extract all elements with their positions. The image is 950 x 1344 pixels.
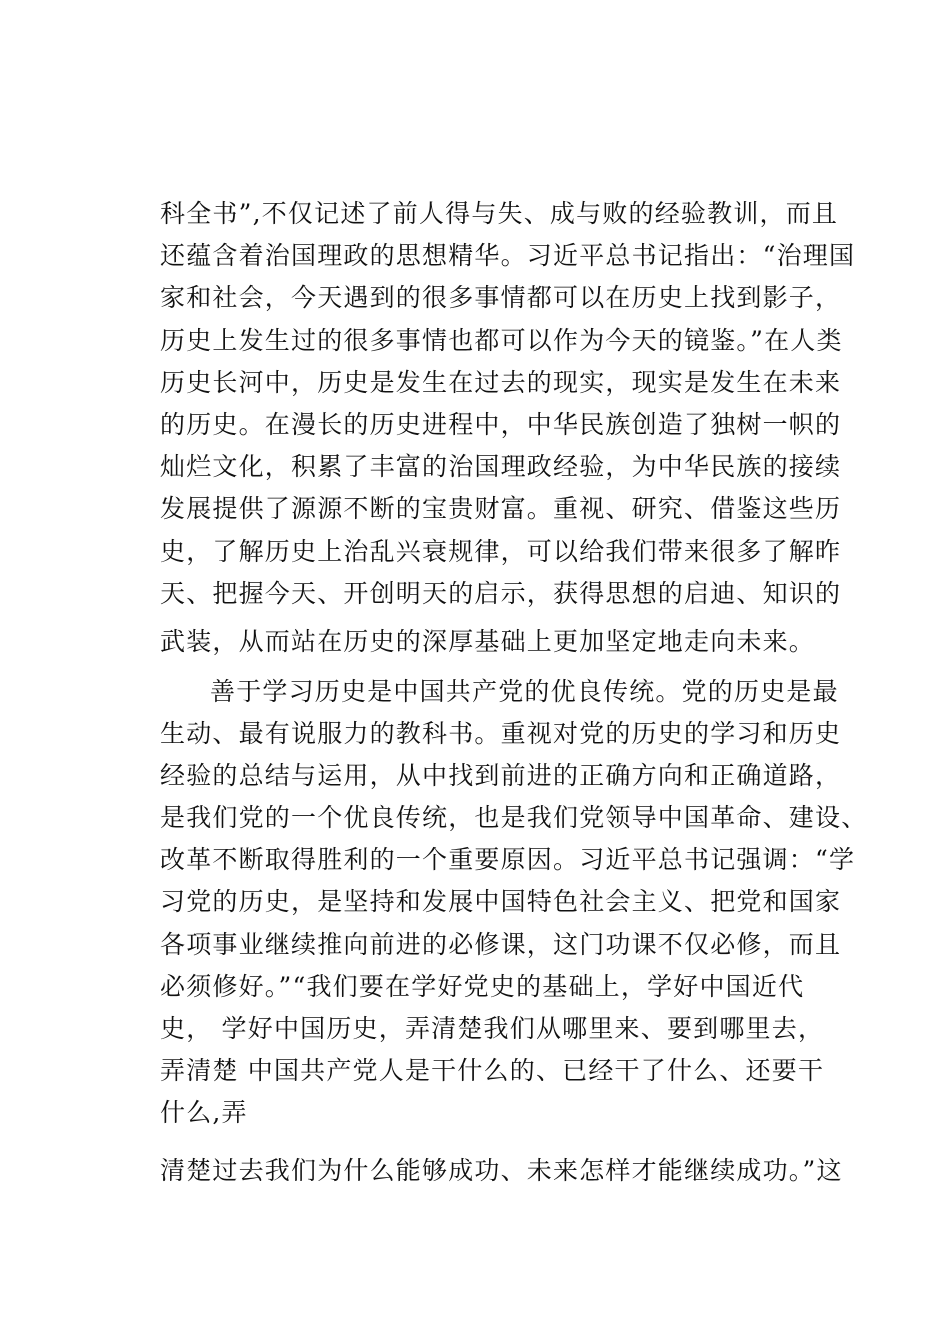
text-line: 家和社会，今天遇到的很多事情都可以在历史上找到影子， <box>160 283 842 312</box>
text-line: 必须修好。”“我们要在学好党史的基础上，学好中国近代 <box>160 972 805 1001</box>
paragraph-first-line: 善于学习历史是中国共产党的优良传统。党的历史是最 <box>210 677 839 706</box>
text-line: 清楚过去我们为什么能够成功、未来怎样才能继续成功。”这 <box>160 1156 843 1185</box>
text-line: 历史长河中，历史是发生在过去的现实，现实是发生在未来 <box>160 368 842 397</box>
text-line: 弄清楚 中国共产党人是干什么的、已经干了什么、还要干 <box>160 1056 825 1085</box>
text-line: 的历史。在漫长的历史进程中，中华民族创造了独树一帜的 <box>160 410 842 439</box>
text-line: 还蕴含着治国理政的思想精华。习近平总书记指出：“治理国 <box>160 241 856 270</box>
text-line: 生动、最有说服力的教科书。重视对党的历史的学习和历史 <box>160 719 842 748</box>
text-line: 经验的总结与运用，从中找到前进的正确方向和正确道路， <box>160 761 842 790</box>
text-line: 是我们党的一个优良传统，也是我们党领导中国革命、建设、 <box>160 803 868 832</box>
text-line: 史，了解历史上治乱兴衰规律，可以给我们带来很多了解昨 <box>160 537 842 566</box>
text-line: 发展提供了源源不断的宝贵财富。重视、研究、借鉴这些历 <box>160 494 842 523</box>
text-line: 改革不断取得胜利的一个重要原因。习近平总书记强调：“学 <box>160 845 856 874</box>
text-line: 习党的历史，是坚持和发展中国特色社会主义、把党和国家 <box>160 887 842 916</box>
text-line: 天、把握今天、开创明天的启示，获得思想的启迪、知识的 <box>160 579 842 608</box>
text-line: 灿烂文化，积累了丰富的治国理政经验，为中华民族的接续 <box>160 452 842 481</box>
text-line: 史， 学好中国历史，弄清楚我们从哪里来、要到哪里去， <box>160 1014 825 1043</box>
text-line: 武装，从而站在历史的深厚基础上更加坚定地走向未来。 <box>160 627 816 656</box>
text-line: 各项事业继续推向前进的必修课，这门功课不仅必修，而且 <box>160 930 842 959</box>
text-line: 什么,弄 <box>160 1098 248 1127</box>
text-line: 历史上发生过的很多事情也都可以作为今天的镜鉴。”在人类 <box>160 326 843 355</box>
text-line: 科全书”,不仅记述了前人得与失、成与败的经验教训，而且 <box>160 199 839 228</box>
